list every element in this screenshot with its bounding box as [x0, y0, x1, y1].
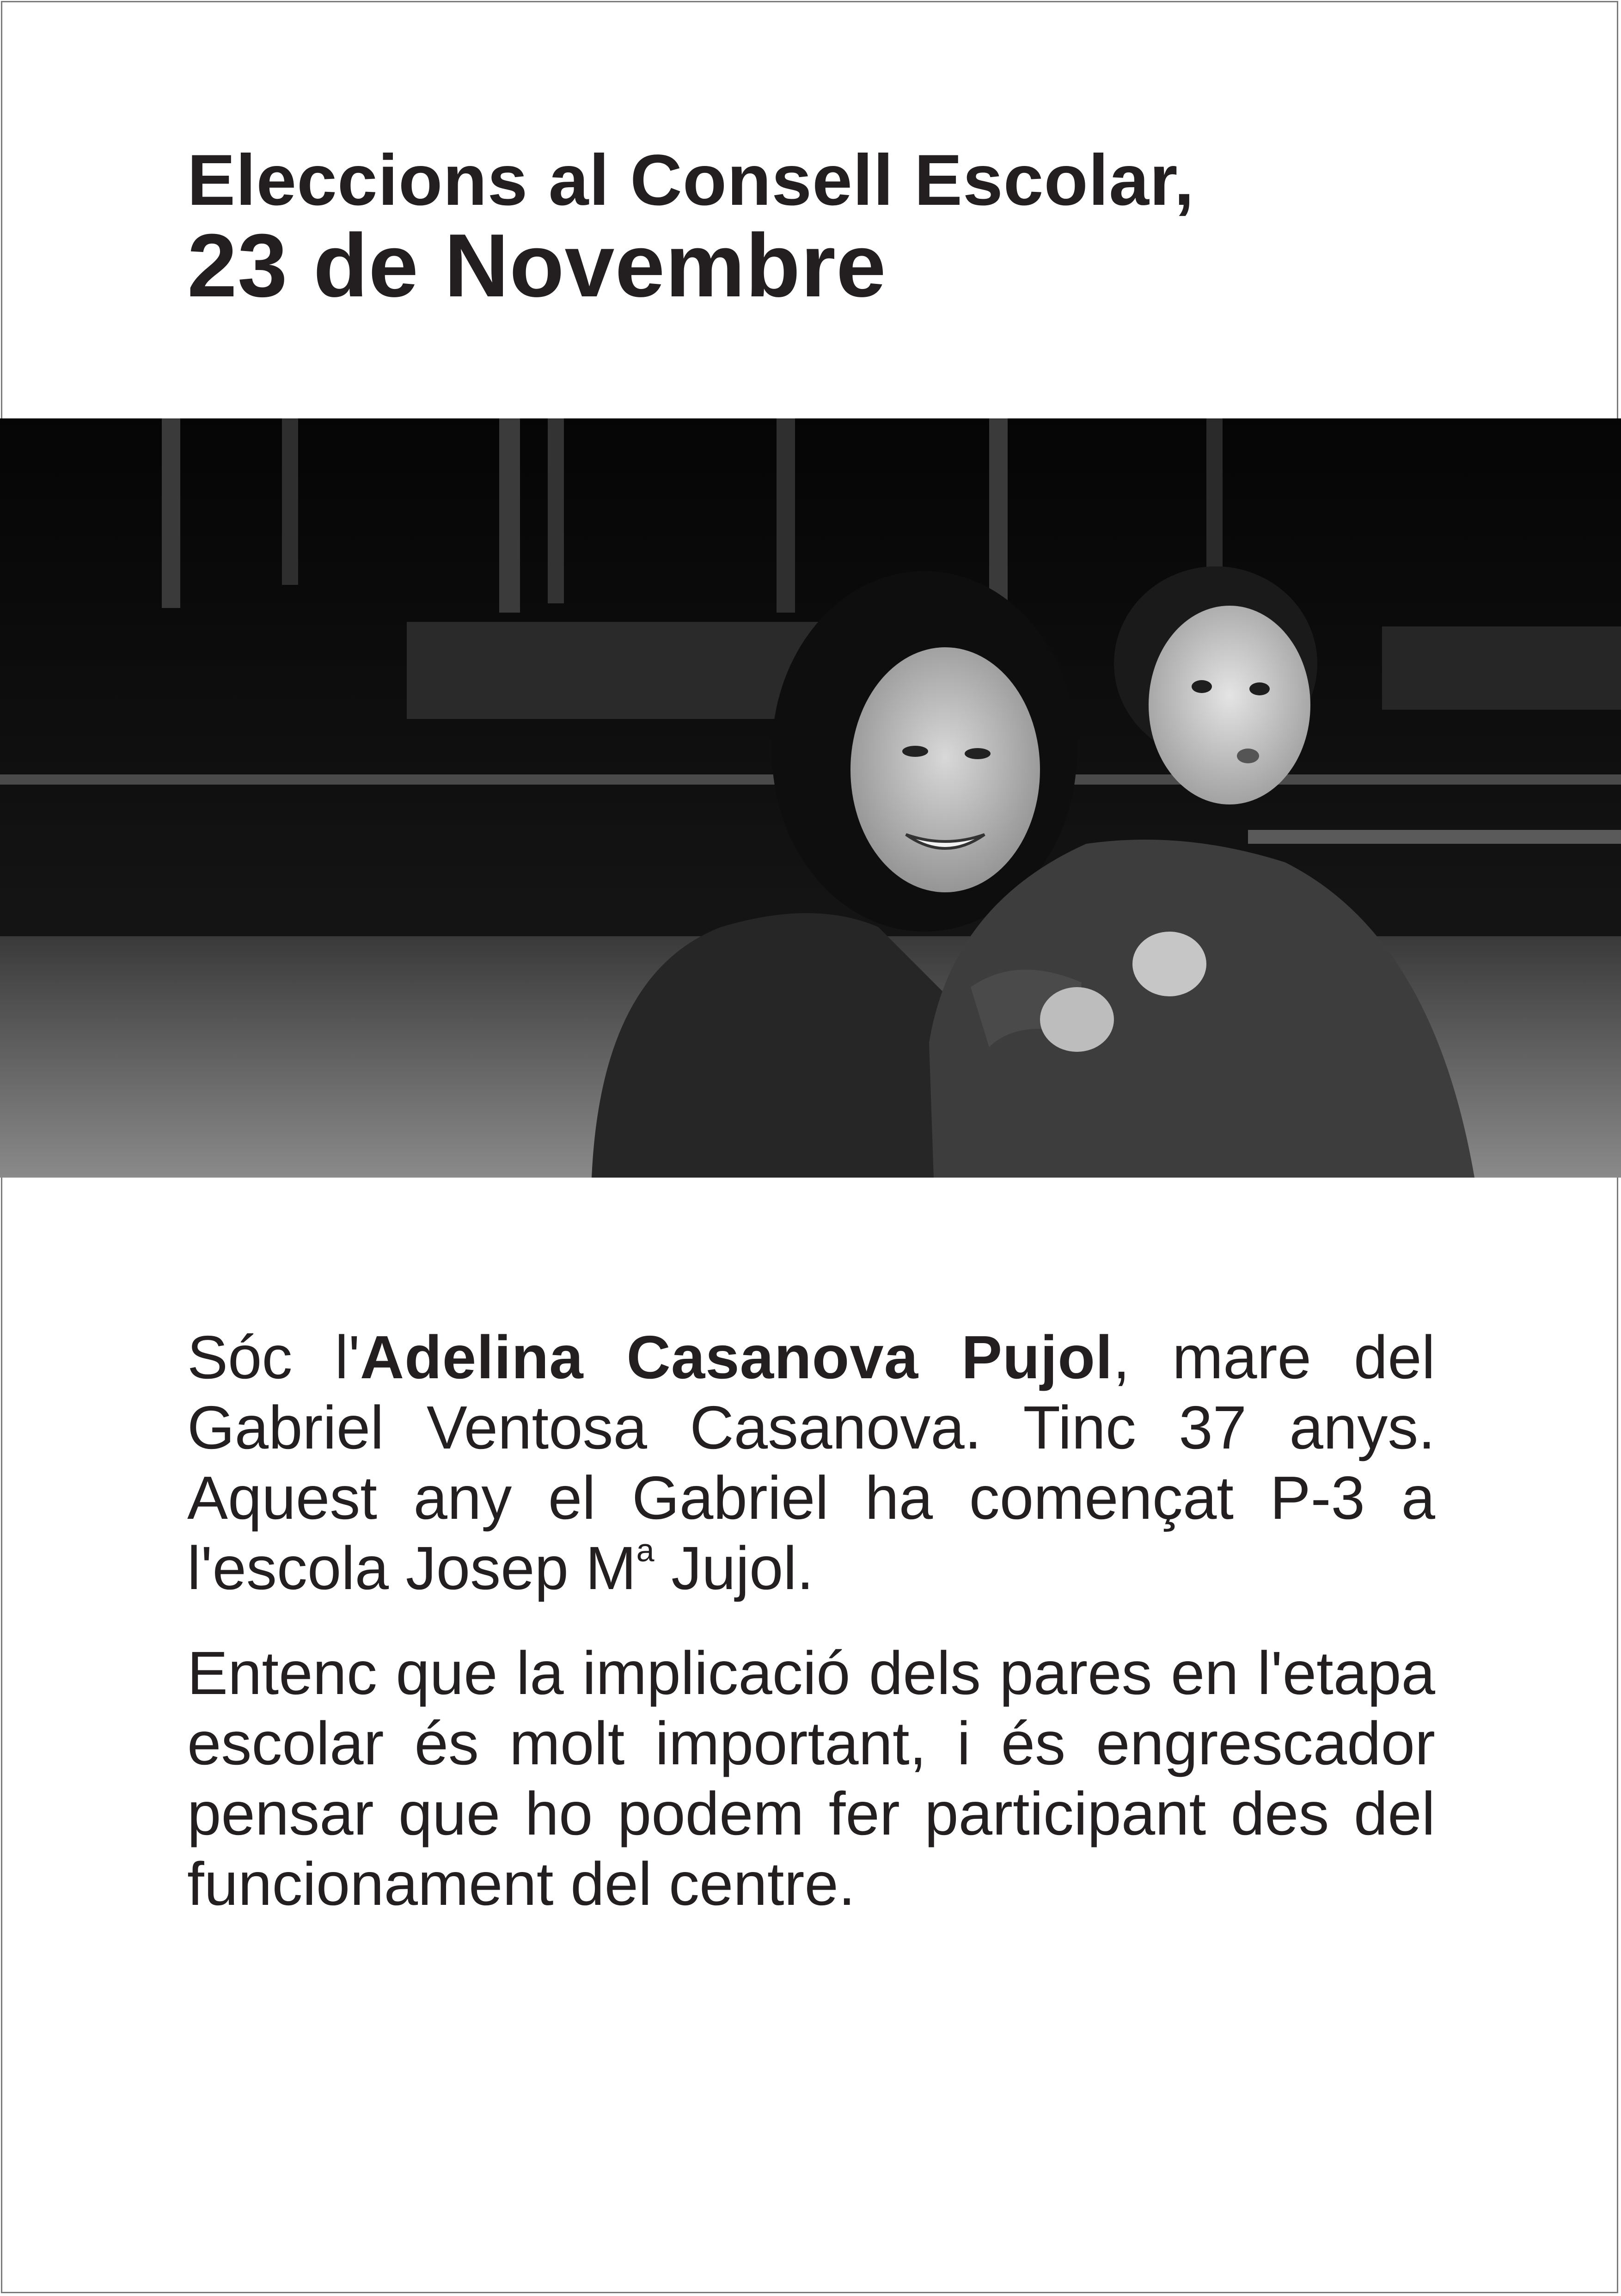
- election-date: 23 de Novembre: [187, 215, 887, 316]
- intro-rest: , mare del Gabriel Ventosa Casanova. Tinc 37 anys. Aquest any el Gabriel ha començat P-3 a l'escola Josep M: [187, 1323, 1435, 1602]
- photo-illustration: [0, 418, 1621, 1178]
- candidate-text: [187, 1322, 1435, 1954]
- candidate-name: Adelina Casanova Pujol: [360, 1323, 1113, 1391]
- intro-prefix: Sóc l': [187, 1323, 360, 1391]
- statement-paragraph: Entenc que la implicació dels pares en l'etapa escolar és molt important, i és engrescador pensar que ho podem fer participant des del funcionament del centre.: [187, 1639, 1435, 1918]
- candidate-photo: [0, 418, 1621, 1178]
- intro-end: Jujol.: [654, 1534, 814, 1602]
- page-header: [187, 140, 1195, 316]
- election-title: Eleccions al Consell Escolar,: [187, 140, 1195, 221]
- intro-superscript: a: [636, 1532, 655, 1568]
- intro-paragraph: [187, 1322, 1435, 1603]
